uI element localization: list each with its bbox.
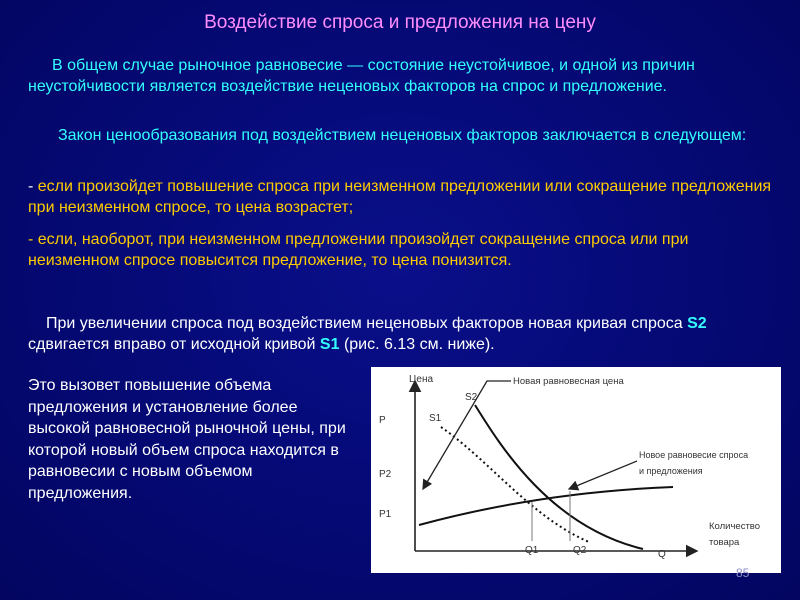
slide-title: Воздействие спроса и предложения на цену [204,12,596,33]
curve-label-s2: S2 [465,392,478,403]
paragraph-demand-shift [28,313,778,355]
tick-q1: Q1 [525,545,539,556]
demand-curve-s1 [441,427,589,542]
x-axis-label-line2: товара [709,537,740,548]
rule-dash: - [28,178,38,195]
slide-number: 85 [736,566,750,580]
note-new-equilibrium-line2: и предложения [639,466,703,476]
paragraph-consequence: Это вызовет повышение объема предложения и установление более высокой равновесной рыночной цены, при которой новый объем спроса находится в равновесии с новым объемом предложения. [28,377,346,502]
x-axis-symbol: Q [658,549,666,560]
shift-text-1: При увеличении спроса под воздействием неценовых факторов новая кривая спроса [46,315,688,332]
x-axis-label-line1: Количество [709,521,761,532]
shift-text-3: (рис. 6.13 см. ниже). [339,336,495,353]
arrow-new-equilibrium [569,461,637,489]
supply-demand-diagram [371,367,781,573]
tick-p2: P2 [379,469,392,480]
rule-price-increase [28,176,778,218]
tick-p1: P1 [379,509,392,520]
tick-q2: Q2 [573,545,587,556]
label-s2: S2 [687,315,707,332]
shift-text-2: сдвигается вправо от исходной кривой [28,336,320,353]
demand-curve-s2 [475,405,643,549]
rule-price-decrease: - если, наоборот, при неизменном предложении произойдет сокращение спроса или при неизменном спросе повысится предложение, то цена понизится. [28,231,689,269]
note-new-equilibrium-price: Новая равновесная цена [513,376,624,387]
paragraph-equilibrium: В общем случае рыночное равновесие — состояние неустойчивое, и одной из причин неустойчивости является воздействие неценовых факторов на спрос и предложение. [28,57,695,95]
supply-demand-figure [371,367,781,573]
label-s1: S1 [319,336,340,353]
paragraph-pricing-law: Закон ценообразования под воздействием неценовых факторов заключается в следующем: [58,127,747,144]
tick-p: P [379,415,386,426]
note-new-equilibrium-line1: Новое равновесие спроса [639,450,749,460]
supply-curve [419,487,673,525]
curve-label-s1: S1 [429,413,442,424]
y-axis-label: Цена [409,374,434,385]
rule-text: если произойдет повышение спроса при неизменном предложении или сокращение предложения при неизменном спросе, то цена возрастет; [28,178,772,216]
